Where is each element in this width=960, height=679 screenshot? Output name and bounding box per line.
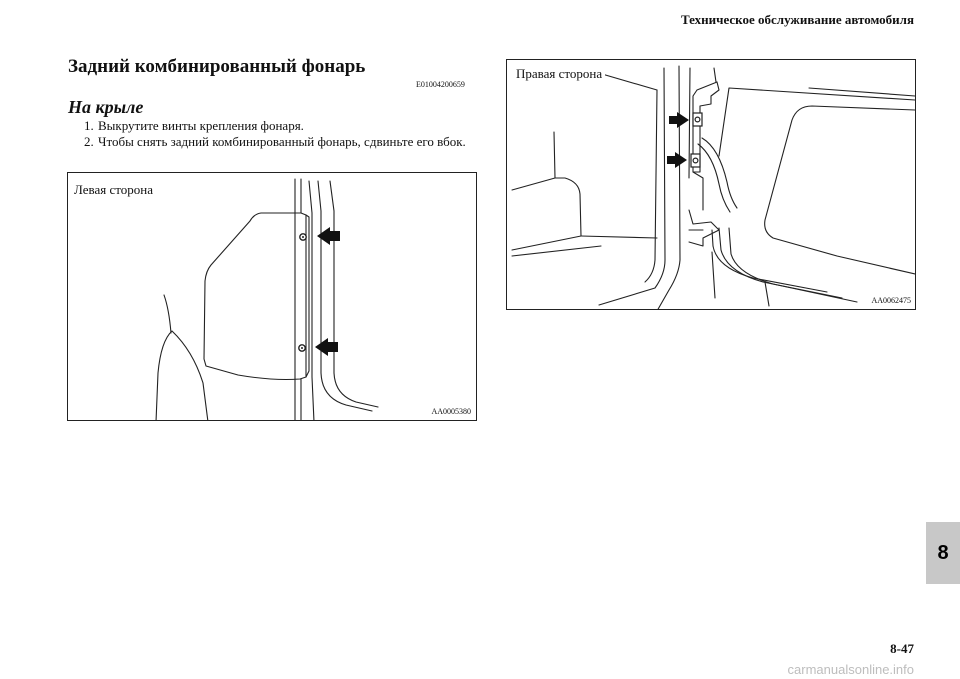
- steps-list: [68, 118, 478, 150]
- figure-left-side: [67, 172, 477, 421]
- door-frame-line: [712, 252, 715, 298]
- panel-line: [318, 181, 372, 411]
- screw-icon: [693, 113, 702, 126]
- step-number: 1.: [84, 118, 94, 133]
- interior-panel: [554, 132, 555, 178]
- arrow-right-icon: [667, 152, 687, 168]
- step-text: Чтобы снять задний комбинированный фонарь, сдвиньте его вбок.: [98, 134, 466, 149]
- step-text: Выкрутите винты крепления фонаря.: [98, 118, 304, 133]
- pillar-line: [657, 66, 680, 310]
- screw-icon: [300, 234, 306, 240]
- subsection-title: На крыле: [68, 97, 144, 117]
- door-frame-line: [765, 282, 769, 306]
- figure-right-label: Правая сторона: [516, 66, 605, 82]
- pillar-line: [599, 68, 665, 305]
- figure-left-code: AA0005380: [431, 407, 471, 416]
- panel-line: [309, 181, 314, 421]
- page-number: 8-47: [890, 641, 914, 656]
- panel-line: [330, 181, 378, 407]
- bumper-curve: [164, 295, 171, 333]
- screw-icon: [691, 154, 700, 167]
- window-outline: [765, 106, 915, 274]
- latch-bracket: [714, 68, 716, 82]
- pillar-line: [645, 90, 657, 282]
- right-side-illustration: [507, 60, 916, 310]
- section-title: Задний комбинированный фонарь: [68, 56, 366, 77]
- interior-panel: [581, 236, 657, 238]
- label-leader-line: [602, 74, 657, 90]
- door-frame-line: [719, 228, 842, 298]
- figure-left-label: Левая сторона: [74, 182, 156, 198]
- section-code: E01004200659: [416, 80, 465, 89]
- hinge: [689, 210, 719, 246]
- chapter-tab: 8: [926, 522, 960, 584]
- window-outline: [809, 88, 915, 96]
- arrow-right-icon: [669, 112, 689, 128]
- bumper-curve: [156, 331, 208, 421]
- cable: [702, 138, 737, 208]
- step-item: [68, 134, 478, 150]
- door-frame-line: [729, 228, 857, 302]
- figure-right-side: [506, 59, 916, 310]
- step-number: 2.: [84, 134, 94, 149]
- watermark: carmanualsonline.info: [787, 662, 914, 677]
- step-item: [68, 118, 478, 134]
- figure-right-code: AA0062475: [871, 296, 911, 305]
- screw-icon: [299, 345, 305, 351]
- interior-panel: [512, 178, 581, 250]
- pillar-line: [689, 68, 690, 178]
- left-side-illustration: [68, 173, 477, 421]
- latch-bracket: [693, 172, 703, 210]
- door-frame-line: [719, 88, 915, 156]
- lamp-body: [204, 213, 306, 380]
- running-header: Техническое обслуживание автомобиля: [680, 12, 914, 27]
